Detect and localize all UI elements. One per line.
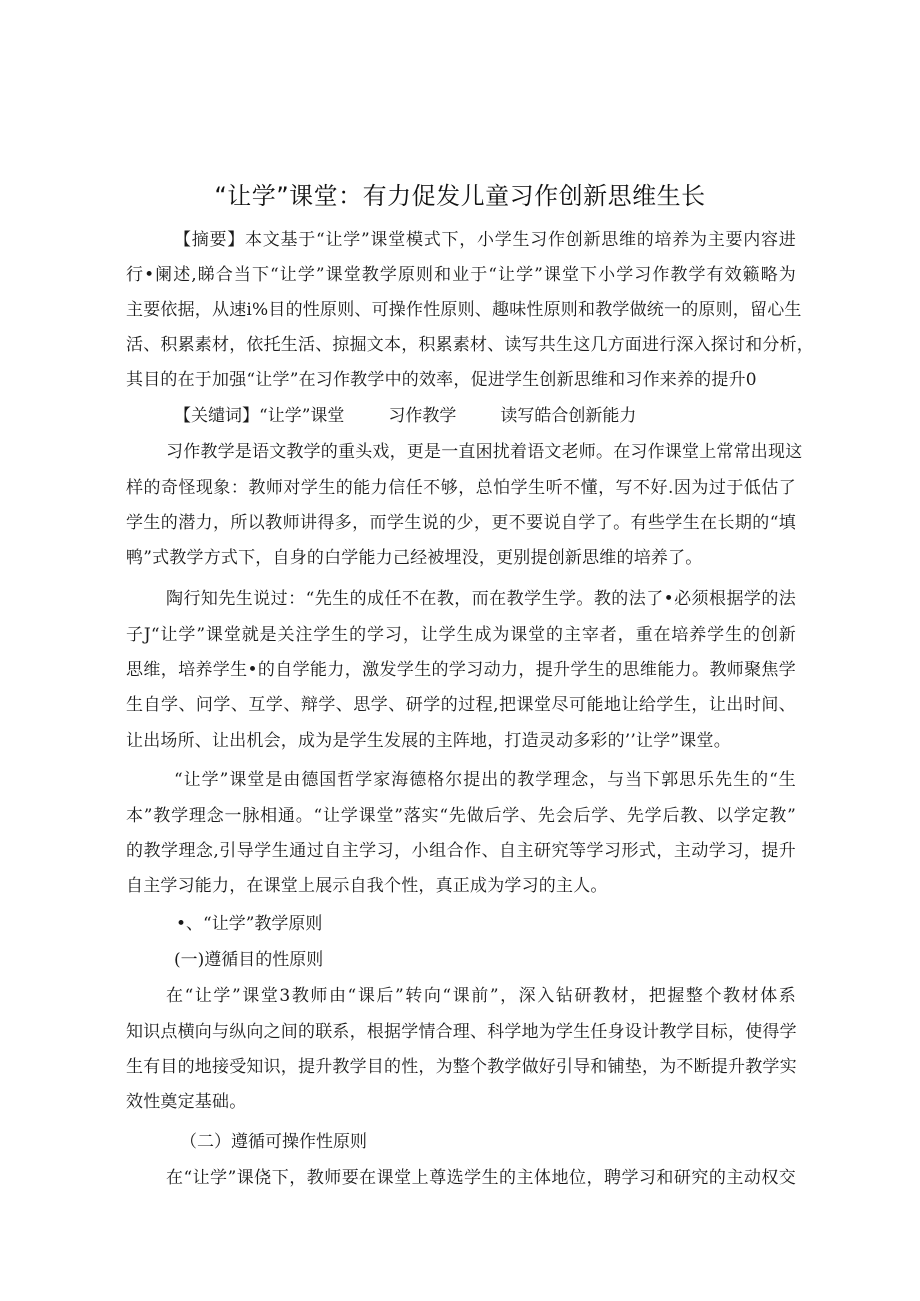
abstract-line: 其目的在于加强“让学”在习作教学中的效率，促进学生创新思维和习作来养的提升0 xyxy=(126,370,757,390)
body-line: 学生的潜力，所以教师讲得多，而学生说的少，更不要说自学了。有些学生在长期的“填 xyxy=(126,513,796,533)
keywords-line xyxy=(174,404,636,428)
body-line: 样的奇怪现象：教师对学生的能力信任不够，总怕学生听不懂，写不好.因为过于低估了 xyxy=(126,478,796,498)
subsection-heading: (一)遵循目的性原则 xyxy=(174,950,324,970)
abstract-line: 活、积累素材，依托生活、掠掘文本，积累素材、读写共生这几方面进行深入探讨和分析， xyxy=(126,335,814,355)
keyword-item: 读写皓合创新能力 xyxy=(500,406,637,426)
body-line: 习作教学是语文教学的重头戏，更是一直困扰着语文老师。在习作课堂上常常出现这 xyxy=(166,442,803,462)
body-line: 陶行知先生说过：“先生的成任不在教，而在教学生学。教的法了•必须根据学的法 xyxy=(166,589,796,609)
body-line: 鸭”式教学方式下，自身的白学能力己经被埋没，更别提创新思维的培养了。 xyxy=(126,548,703,568)
document-title: “让学”课堂：有力促发儿童习作创新思维生长 xyxy=(214,182,706,210)
keyword-item: 习作教学 xyxy=(388,406,457,426)
body-line: 在“让学”课侥下，教师要在课堂上尊选学生的主体地位，聘学习和研究的主动权交 xyxy=(166,1168,796,1188)
body-line: 知识点横向与纵向之间的联系，根据学情合理、科学地为学生任身设计教学目标，使得学 xyxy=(126,1022,797,1042)
body-line: 自主学习能力，在课堂上展示自我个性，真正成为学习的主人。 xyxy=(126,876,608,896)
abstract-line: 行•阑述,睇合当下“让学”课堂教学原则和业于“让学”课堂下小学习作教学有效籁略为 xyxy=(126,265,796,285)
body-line: 生自学、问学、互学、辩学、思学、研学的过程,把课堂尽可能地让给学生，让出时间、 xyxy=(126,695,796,715)
body-line: “让学”课堂是由德国哲学家海德格尔提出的教学理念，与当下郭思乐先生的“生 xyxy=(174,770,796,790)
abstract-line: 主要依据，从速i%目的性原则、可操作性原则、趣味性原则和教学做统一的原则，留心生 xyxy=(126,300,802,320)
body-line: 效性奠定基础。 xyxy=(126,1092,247,1112)
subsection-heading: （二）遵循可操作性原则 xyxy=(180,1132,367,1152)
body-line: 思维，培养学生•的自学能力，激发学生的学习动力，提升学生的思维能力。教师聚焦学 xyxy=(126,660,796,680)
body-line: 在“让学”课堂3教师由“课后”转向“课前”，深入钻研教材，把握整个教材体系 xyxy=(166,986,796,1006)
abstract-line: 【摘要】本文基于“让学”课堂模式下，小学生习作创新思维的培养为主要内容进 xyxy=(174,230,796,250)
body-line: 的教学理念,引导学生通过自主学习，小组合作、自主研究等学习形式，主动学习，提升 xyxy=(126,841,796,861)
body-line: 子J“让学”课堂就是关注学生的学习，让学生成为课堂的主宰者，重在培养学生的创新 xyxy=(126,625,796,645)
section-heading: •、“让学”教学原则 xyxy=(176,914,323,934)
keyword-item: “让学”课堂 xyxy=(259,406,345,426)
body-line: 生有目的地接受知识，提升教学目的性，为整个教学做好引导和铺垫，为不断提升教学实 xyxy=(126,1057,797,1077)
body-line: 让出场所、让出机会，成为是学生发展的主阵地，打造灵动多彩的’’让学”课堂。 xyxy=(126,731,731,751)
body-line: 本”教学理念一脉相通。“让学课堂”落实“先做后学、先会后学、先学后教、以学定教” xyxy=(126,806,796,826)
keywords-label: 【关缱词】 xyxy=(174,406,259,426)
